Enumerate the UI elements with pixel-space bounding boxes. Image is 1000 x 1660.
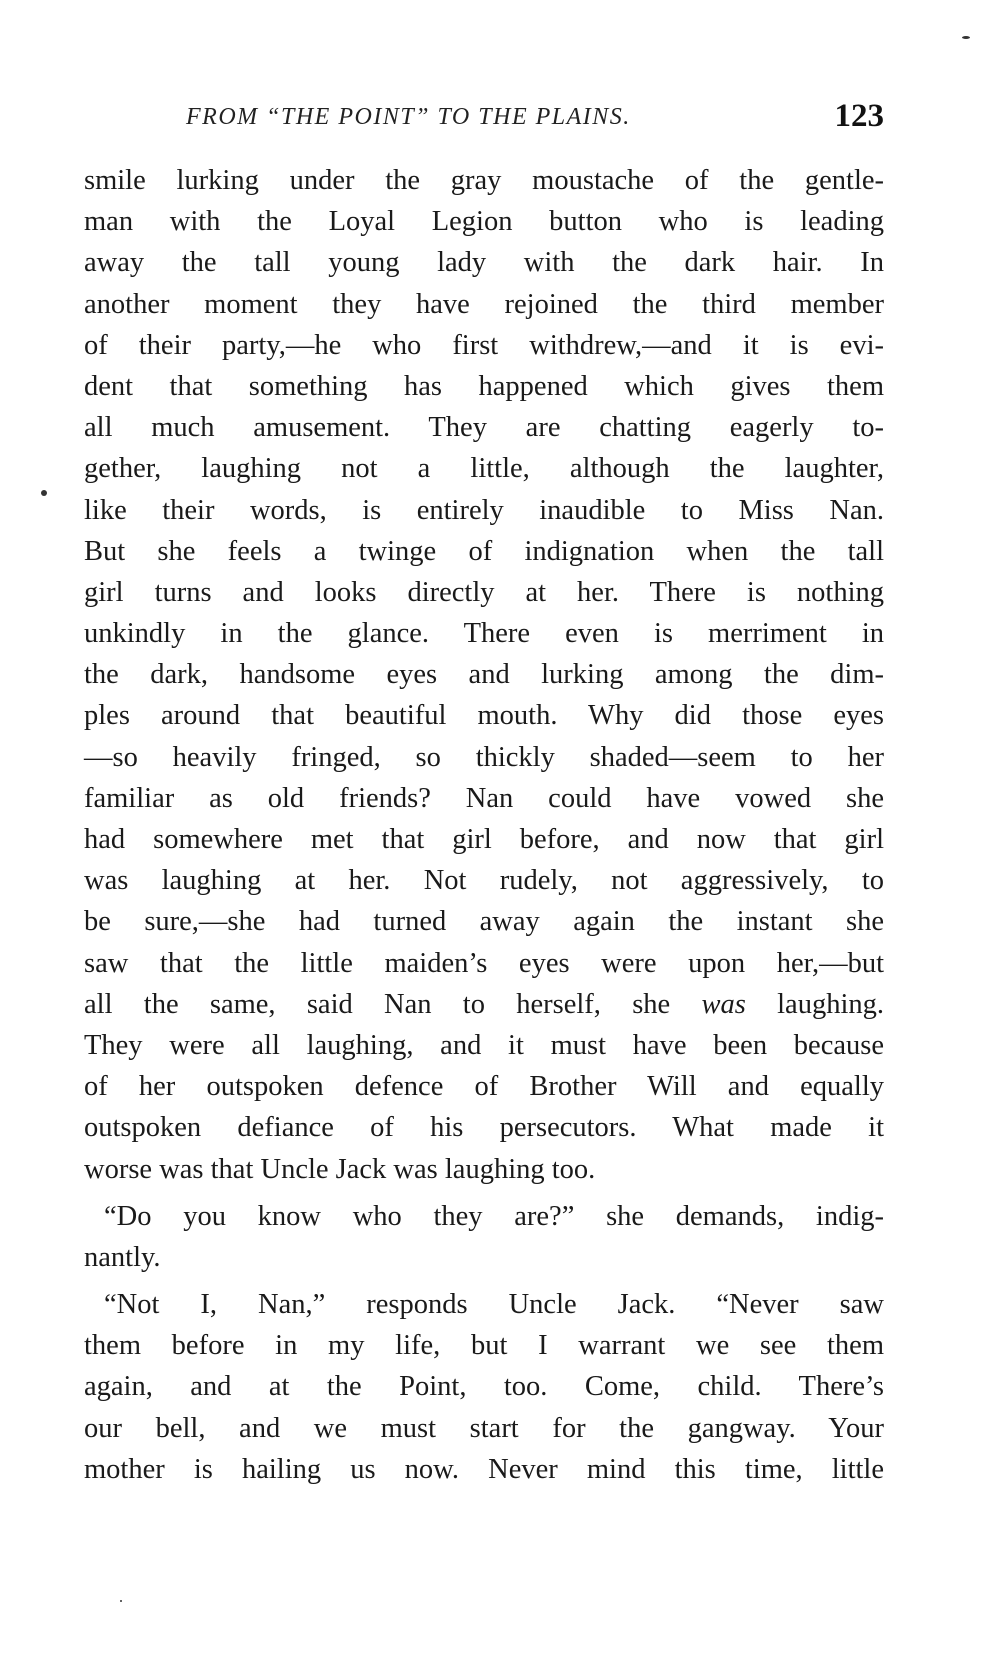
text-line: “Do you know who they are?” she demands, indig- xyxy=(104,1200,884,1232)
text-line: another moment they have rejoined the third member xyxy=(84,288,884,320)
paragraph-1 xyxy=(84,160,884,1190)
page-number: 123 xyxy=(834,98,884,134)
text-line: again, and at the Point, too. Come, child. There’s xyxy=(84,1371,884,1403)
text-line: But she feels a twinge of indignation when the tall xyxy=(84,535,884,567)
paragraph-2 xyxy=(84,1196,884,1278)
scan-speck xyxy=(962,36,970,39)
text-line: nantly. xyxy=(84,1241,161,1273)
text-line: of her outspoken defence of Brother Will and equally xyxy=(84,1071,884,1103)
text-line: them before in my life, but I warrant we see them xyxy=(84,1330,884,1362)
text-line: away the tall young lady with the dark hair. In xyxy=(84,247,884,279)
running-title: FROM “THE POINT” TO THE PLAINS. xyxy=(186,104,631,130)
body-text xyxy=(84,160,884,1490)
emphasis: was xyxy=(701,988,746,1020)
text-line: the dark, handsome eyes and lurking among the dim- xyxy=(84,659,884,691)
text-line: dent that something has happened which gives them xyxy=(84,370,884,402)
text-line: all the same, said Nan to herself, she was laughing. xyxy=(84,988,884,1020)
text-line: all much amusement. They are chatting eagerly to- xyxy=(84,412,884,444)
text-line: like their words, is entirely inaudible to Miss Nan. xyxy=(84,494,884,526)
text-line: outspoken defiance of his persecutors. What made it xyxy=(84,1112,884,1144)
text-line: unkindly in the glance. There even is merriment in xyxy=(84,618,884,650)
text-line: saw that the little maiden’s eyes were upon her,—but xyxy=(84,947,884,979)
text-line: had somewhere met that girl before, and now that girl xyxy=(84,824,884,855)
text-line: man with the Loyal Legion button who is leading xyxy=(84,206,884,238)
text-line: “Not I, Nan,” responds Uncle Jack. “Never saw xyxy=(104,1289,884,1321)
text-line: worse was that Uncle Jack was laughing too. xyxy=(84,1153,596,1185)
text-line: —so heavily fringed, so thickly shaded—seem to her xyxy=(84,741,884,773)
text-line: mother is hailing us now. Never mind this time, little xyxy=(84,1453,884,1485)
text-line: was laughing at her. Not rudely, not aggressively, to xyxy=(84,865,884,897)
text-line: They were all laughing, and it must have been because xyxy=(84,1029,884,1061)
text-line: gether, laughing not a little, although the laughter, xyxy=(84,453,884,485)
text-line: ples around that beautiful mouth. Why did those eyes xyxy=(84,700,884,732)
text-line: of their party,—he who first withdrew,—and it is evi- xyxy=(84,329,884,361)
text-line: smile lurking under the gray moustache of the gentle- xyxy=(84,165,884,196)
text-line: our bell, and we must start for the gangway. Your xyxy=(84,1412,884,1444)
text-line: familiar as old friends? Nan could have vowed she xyxy=(84,782,884,814)
scan-speck xyxy=(120,1600,122,1602)
scan-speck xyxy=(41,490,47,496)
text-line: be sure,—she had turned away again the instant she xyxy=(84,906,884,938)
paragraph-3 xyxy=(84,1284,884,1490)
text-line: girl turns and looks directly at her. There is nothing xyxy=(84,576,884,608)
running-head xyxy=(84,98,884,138)
